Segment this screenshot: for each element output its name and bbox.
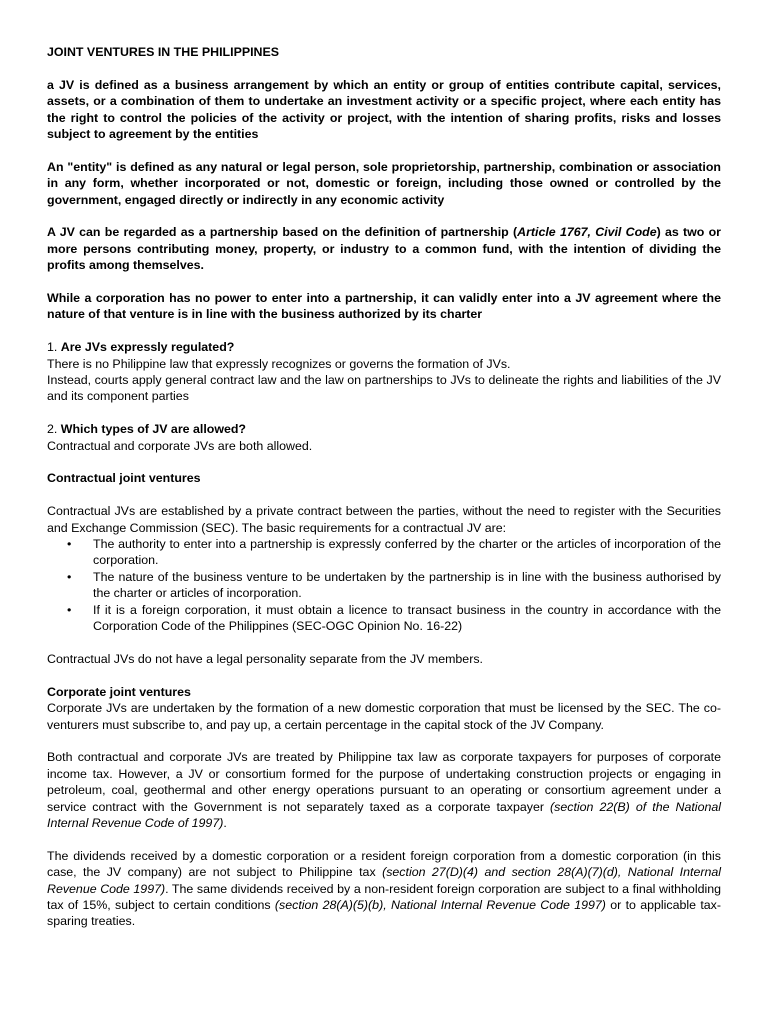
contractual-intro: Contractual JVs are established by a private contract between the parties, without the need to register with the Securities and Exchange Commission (SEC). The basic requirements for a contractual JV are: [47, 504, 721, 535]
tax-text: Both contractual and corporate JVs are treated by Philippine tax law as corporate taxpayers for purposes of corporate income tax. However, a JV or consortium formed for the purpose of undertaking construction projects or engaging in petroleum, coal, geothermal and other energy operations pursuant to an operating or consortium agreement under a service contract with the Government is not separately taxed as a corporate taxpayer [47, 750, 721, 814]
list-item-text: The authority to enter into a partnership is expressly conferred by the charter or the articles of incorporation of the corporation. [93, 537, 721, 568]
partnership-text-before: A JV can be regarded as a partnership based on the definition of partnership ( [47, 225, 518, 240]
question-2-number: 2. [47, 422, 61, 437]
dividends-citation-1: (section 27(D)(4) and section 28(A)(7)(d), National Internal Revenue Code 1997) [47, 865, 721, 896]
partnership-paragraph [47, 224, 721, 273]
tax-citation: (section 22(B) of the National Internal Revenue Code of 1997) [47, 799, 721, 830]
dividends-paragraph [47, 848, 721, 930]
dividends-text-1: The dividends received by a domestic corporation or a resident foreign corporation from a domestic corporation (in this case, the JV company) are not subject to Philippine tax [47, 848, 721, 880]
document-page [47, 40, 721, 930]
question-2-heading [47, 421, 721, 437]
question-2-answer: Contractual and corporate JVs are both allowed. [47, 438, 313, 453]
partnership-citation: Article 1767, Civil Code [517, 225, 657, 240]
list-item [47, 602, 721, 635]
list-item-text: The nature of the business venture to be undertaken by the partnership is in line with the business authorised by the charter or articles of incorporation. [93, 569, 721, 601]
question-1-number: 1. [47, 340, 61, 355]
dividends-text-3: or to applicable tax-sparing treaties. [47, 897, 721, 929]
dividends-text-2: . The same dividends received by a non-resident foreign corporation are subject to a final withholding tax of 15%, subject to certain conditions [47, 881, 721, 912]
bullet-icon: • [67, 602, 72, 617]
question-1-answer-line1: There is no Philippine law that expressly recognizes or governs the formation of JVs. [47, 356, 511, 371]
question-1-heading [47, 339, 721, 355]
contractual-heading: Contractual joint ventures [47, 471, 201, 486]
jv-definition: a JV is defined as a business arrangement by which an entity or group of entities contribute capital, services, assets, or a combination of them to undertake an investment activity or a specific project, where each entity has the right to control the policies of the activity or project, with the intention of sharing profits, risks and losses subject to agreement by the entities [47, 77, 721, 142]
contractual-requirements-list [47, 536, 721, 634]
partnership-text-after: ) as two or more persons contributing money, property, or industry to a common fund, with the intention of dividing the profits among themselves. [47, 225, 721, 273]
entity-definition: An "entity" is defined as any natural or legal person, sole proprietorship, partnership, combination or association in any form, whether incorporated or not, domestic or foreign, including those owned or controlled by the government, engaged directly or indirectly in any economic activity [47, 159, 721, 207]
document-title: JOINT VENTURES IN THE PHILIPPINES [47, 45, 280, 59]
list-item [47, 536, 721, 569]
question-1-answer-line2: Instead, courts apply general contract law and the law on partnerships to JVs to delineate the rights and liabilities of the JV and its component parties [47, 373, 721, 404]
bullet-icon: • [67, 537, 72, 552]
bullet-icon: • [67, 569, 72, 584]
question-1-text: Are JVs expressly regulated? [60, 340, 235, 355]
list-item-text: If it is a foreign corporation, it must obtain a licence to transact business in the country in accordance with the Corporation Code of the Philippines (SEC-OGC Opinion No. 16-22) [93, 602, 721, 634]
contractual-closing: Contractual JVs do not have a legal personality separate from the JV members. [47, 651, 483, 666]
corporate-body: Corporate JVs are undertaken by the formation of a new domestic corporation that must be licensed by the SEC. The co-venturers must subscribe to, and pay up, a certain percentage in the capital stock of the JV Company. [47, 701, 721, 732]
tax-end: . [223, 815, 227, 830]
corporate-heading: Corporate joint ventures [47, 684, 191, 699]
tax-paragraph [47, 749, 721, 831]
dividends-citation-2: (section 28(A)(5)(b), National Internal Revenue Code 1997) [274, 897, 606, 912]
list-item [47, 569, 721, 602]
corporation-power-paragraph: While a corporation has no power to enter into a partnership, it can validly enter into a JV agreement where the nature of that venture is in line with the business authorized by its charter [47, 291, 721, 322]
question-2-text: Which types of JV are allowed? [60, 422, 246, 437]
